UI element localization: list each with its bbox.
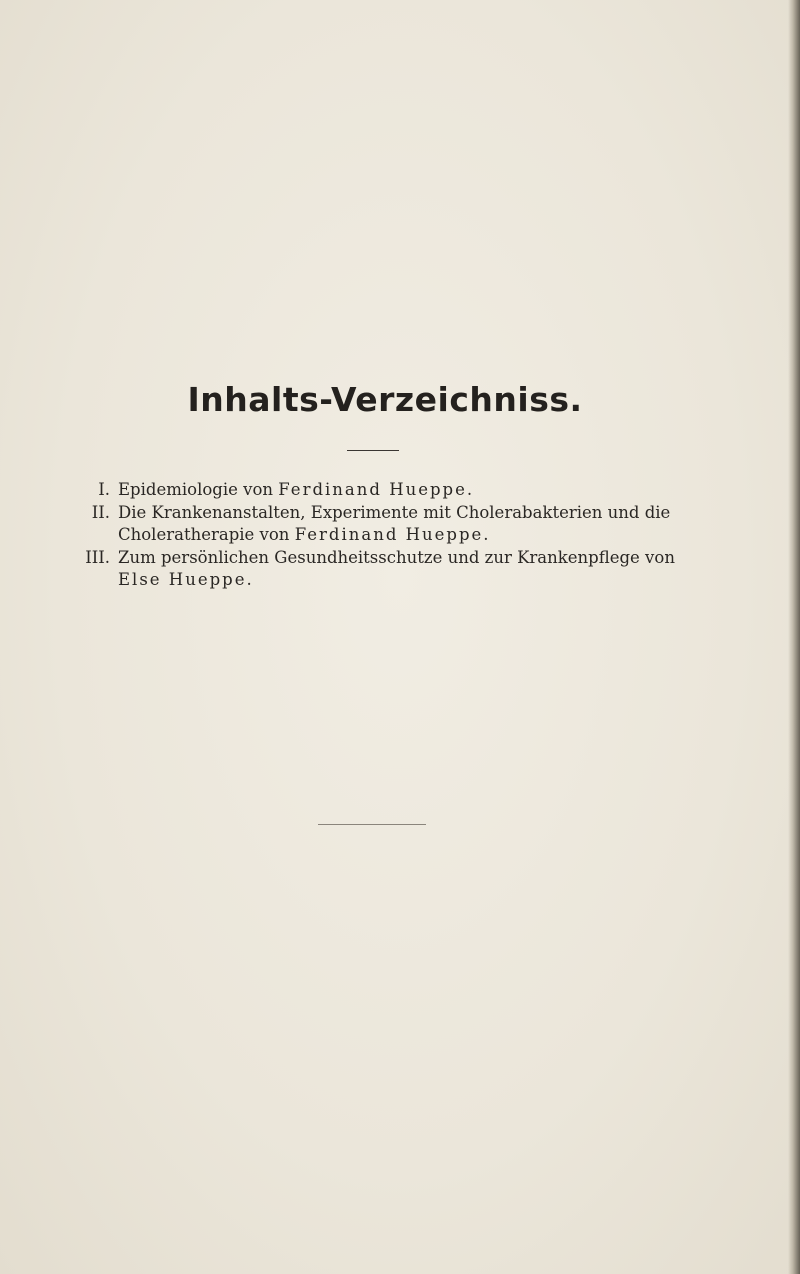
title-rule (347, 450, 399, 451)
entry-line (118, 502, 678, 525)
entry-number: III. (85, 547, 110, 567)
entry-line-text: Zum persönlichen Gesundheitsschutze und zur Krankenpflege von (118, 547, 675, 567)
entry-line-text: Epidemiologie von (118, 480, 279, 499)
page-edge-shadow (788, 0, 800, 1274)
entry-line (118, 524, 678, 547)
entry-line-text: Die Krankenanstalten, Experimente mit Cholerabakterien und die (118, 502, 671, 522)
table-of-contents (0, 479, 800, 592)
page-title: Inhalts-Verzeichniss. (187, 380, 583, 419)
author-name: Ferdinand Hueppe. (294, 525, 491, 544)
toc-entry-2 (0, 502, 800, 547)
entry-text (118, 547, 678, 592)
toc-entry-1 (0, 479, 800, 502)
entry-line-text: Choleratherapie von (118, 525, 295, 544)
closing-rule (318, 824, 426, 825)
entry-text (118, 479, 678, 502)
entry-number: II. (91, 502, 110, 522)
entry-line (118, 569, 678, 592)
toc-entry-3 (0, 547, 800, 592)
author-name: Ferdinand Hueppe. (278, 480, 475, 499)
entry-line (118, 547, 678, 570)
entry-text (118, 502, 678, 547)
author-name: Else Hueppe. (118, 570, 254, 589)
entry-number: I. (98, 480, 110, 499)
